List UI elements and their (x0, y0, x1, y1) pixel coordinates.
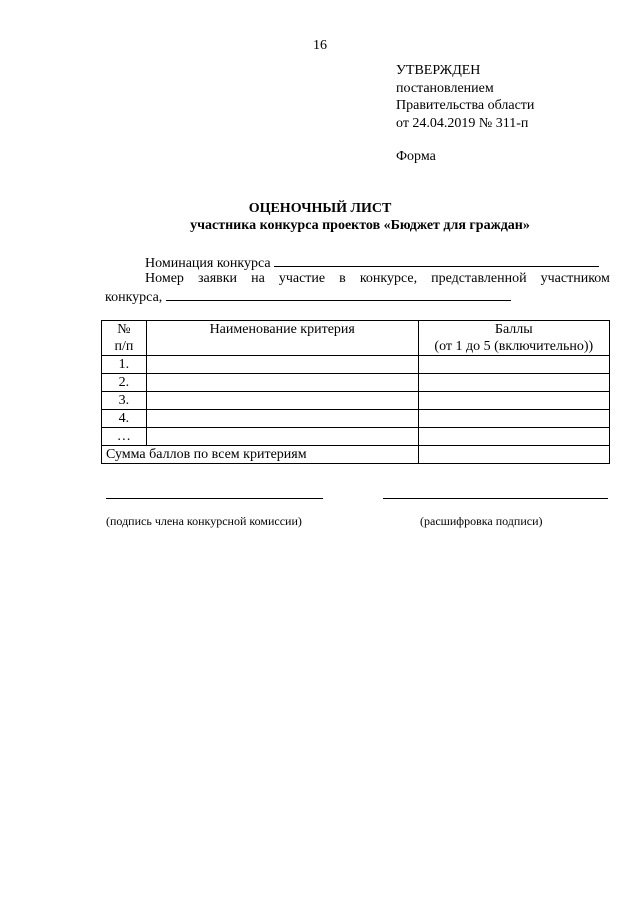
header-num-line-2: п/п (114, 339, 134, 354)
row-score-cell[interactable] (418, 428, 609, 446)
row-num: 2. (102, 374, 147, 392)
approval-line-1: УТВЕРЖДЕН (396, 63, 481, 78)
row-score-cell[interactable] (418, 410, 609, 428)
table-header-row (102, 321, 610, 356)
form-label: Форма (396, 149, 436, 164)
header-criterion-name: Наименование критерия (146, 321, 418, 356)
application-word: представленной (431, 271, 527, 286)
row-criterion-cell[interactable] (146, 428, 418, 446)
header-score (418, 321, 609, 356)
approval-line-4: от 24.04.2019 № 311-п (396, 115, 529, 131)
approval-block (396, 62, 534, 132)
application-word: на (251, 271, 265, 286)
header-score-line-1: Баллы (494, 322, 533, 337)
row-num: 1. (102, 356, 147, 374)
table-row (102, 356, 610, 374)
row-criterion-cell[interactable] (146, 356, 418, 374)
application-word: участником (540, 271, 610, 286)
table-row (102, 392, 610, 410)
row-score-cell[interactable] (418, 392, 609, 410)
header-score-line-2: (от 1 до 5 (включительно)) (434, 339, 594, 354)
header-num (102, 321, 147, 356)
table-sum-row (102, 446, 610, 464)
document-subtitle: участника конкурса проектов «Бюджет для граждан» (190, 218, 530, 233)
row-num: … (102, 428, 147, 446)
application-number-line-2 (105, 288, 511, 306)
application-word: заявки (197, 271, 238, 286)
row-criterion-cell[interactable] (146, 392, 418, 410)
nomination-blank-line[interactable] (274, 254, 599, 267)
page-number: 16 (313, 38, 327, 53)
application-word: конкурсе, (359, 271, 418, 286)
document-title: ОЦЕНОЧНЫЙ ЛИСТ (248, 201, 392, 216)
nomination-label: Номинация конкурса (145, 256, 271, 271)
row-score-cell[interactable] (418, 356, 609, 374)
signature-transcript-line[interactable] (383, 498, 608, 499)
row-score-cell[interactable] (418, 374, 609, 392)
application-number-line-1 (105, 270, 610, 287)
application-line-2-label: конкурса, (105, 290, 163, 305)
approval-line-3: Правительства области (396, 98, 535, 113)
signature-transcript-caption: (расшифровка подписи) (420, 514, 543, 528)
application-word: участие (278, 271, 326, 286)
application-word: Номер (145, 271, 184, 286)
row-criterion-cell[interactable] (146, 410, 418, 428)
header-num-line-1: № (117, 322, 131, 337)
sum-label: Сумма баллов по всем критериям (102, 446, 419, 464)
evaluation-table (101, 320, 610, 464)
table-row (102, 410, 610, 428)
approval-line-2: постановлением (396, 80, 494, 96)
signature-caption: (подпись члена конкурсной комиссии) (106, 514, 302, 528)
sum-value-cell[interactable] (418, 446, 609, 464)
table-row (102, 428, 610, 446)
table-row (102, 374, 610, 392)
application-word: в (339, 271, 346, 286)
row-criterion-cell[interactable] (146, 374, 418, 392)
application-number-blank-line[interactable] (166, 288, 511, 301)
signature-line[interactable] (106, 498, 323, 499)
row-num: 3. (102, 392, 147, 410)
row-num: 4. (102, 410, 147, 428)
